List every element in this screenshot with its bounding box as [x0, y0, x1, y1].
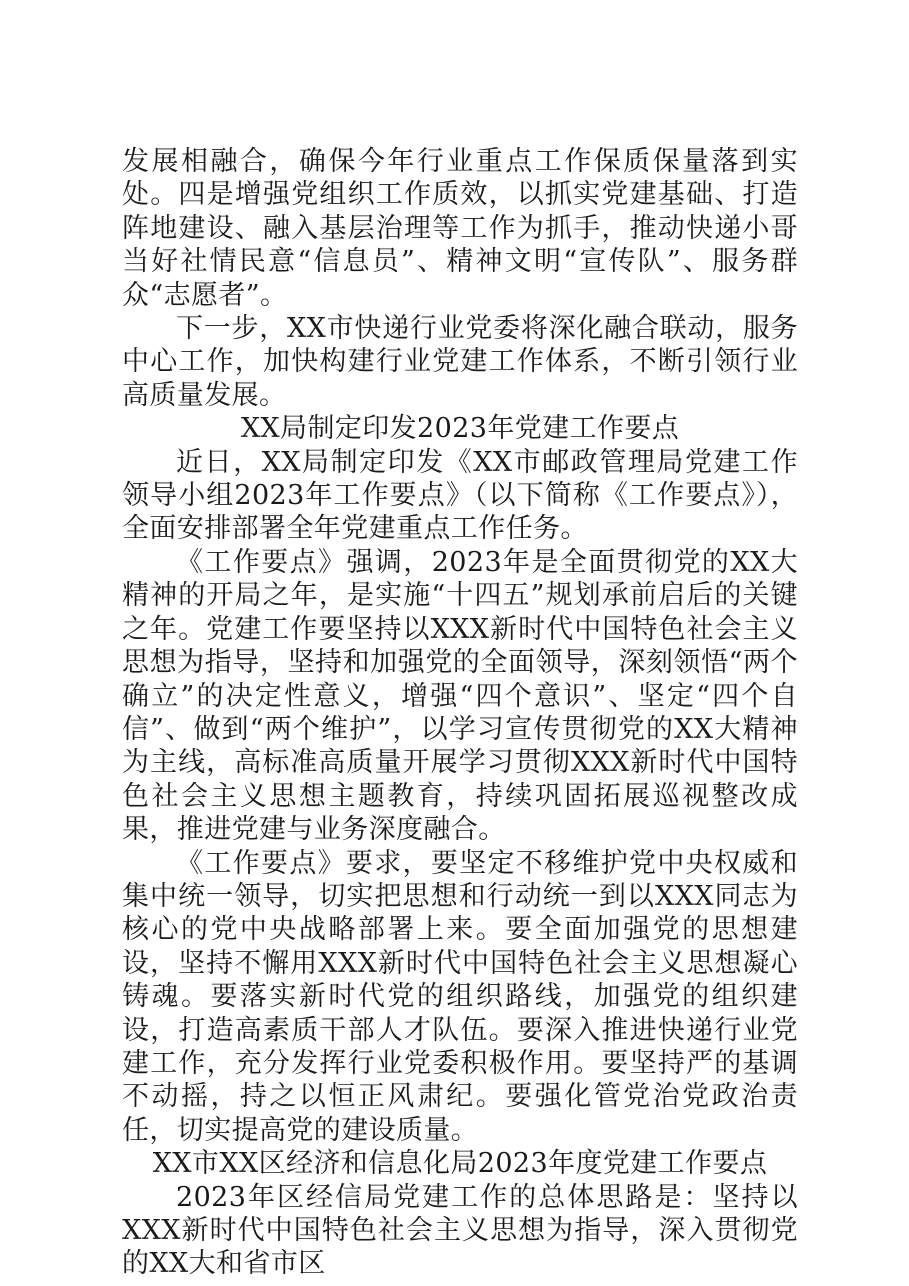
paragraph-issuance-notice: 近日，XX局制定印发《XX市邮政管理局党建工作领导小组2023年工作要点》（以下简称《工作要点》），全面安排部署全年党建重点工作任务。	[122, 446, 798, 545]
paragraph-work-points-requirements: 《工作要点》要求，要坚定不移维护党中央权威和集中统一领导，切实把思想和行动统一到以XXX同志为核心的党中央战略部署上来。要全面加强党的思想建设，坚持不懈用XXX新时代中国特色社会主义思想凝心铸魂。要落实新时代党的组织路线，加强党的组织建设，打造高素质干部人才队伍。要深入推进快递行业党建工作，充分发挥行业党委积极作用。要坚持严的基调不动摇，持之以恒正风肃纪。要强化管党治党政治责任，切实提高党的建设质量。	[122, 847, 798, 1146]
paragraph-work-points-emphasis: 《工作要点》强调，2023年是全面贯彻党的XX大精神的开局之年，是实施“十四五”规划承前启后的关键之年。党建工作要坚持以XXX新时代中国特色社会主义思想为指导，坚持和加强党的全面领导，深刻领悟“两个确立”的决定性意义，增强“四个意识”、坚定“四个自信”、做到“两个维护”，以学习宣传贯彻党的XX大精神为主线，高标准高质量开展学习贯彻XXX新时代中国特色社会主义思想主题教育，持续巩固拓展巡视整改成果，推进党建与业务深度融合。	[122, 546, 798, 846]
section-heading-bureau-2023-points: XX局制定印发2023年党建工作要点	[240, 413, 680, 445]
paragraph-express-integration-continued: 发展相融合，确保今年行业重点工作保质保量落到实处。四是增强党组织工作质效，以抓实党建基础、打造阵地建设、融入基层治理等工作为抓手，推动快递小哥当好社情民意“信息员”、精神文明“宣传队”、服务群众“志愿者”。	[122, 146, 798, 311]
section-heading-district-economic-bureau: XX市XX区经济和信息化局2023年度党建工作要点	[152, 1148, 768, 1180]
paragraph-next-step: 下一步，XX市快递行业党委将深化融合联动，服务中心工作，加快构建行业党建工作体系，不断引领行业高质量发展。	[122, 313, 798, 411]
document-page	[122, 145, 798, 1281]
paragraph-overall-approach: 2023年区经信局党建工作的总体思路是：坚持以XXX新时代中国特色社会主义思想为指导，深入贯彻党的XX大和省市区	[122, 1181, 798, 1280]
